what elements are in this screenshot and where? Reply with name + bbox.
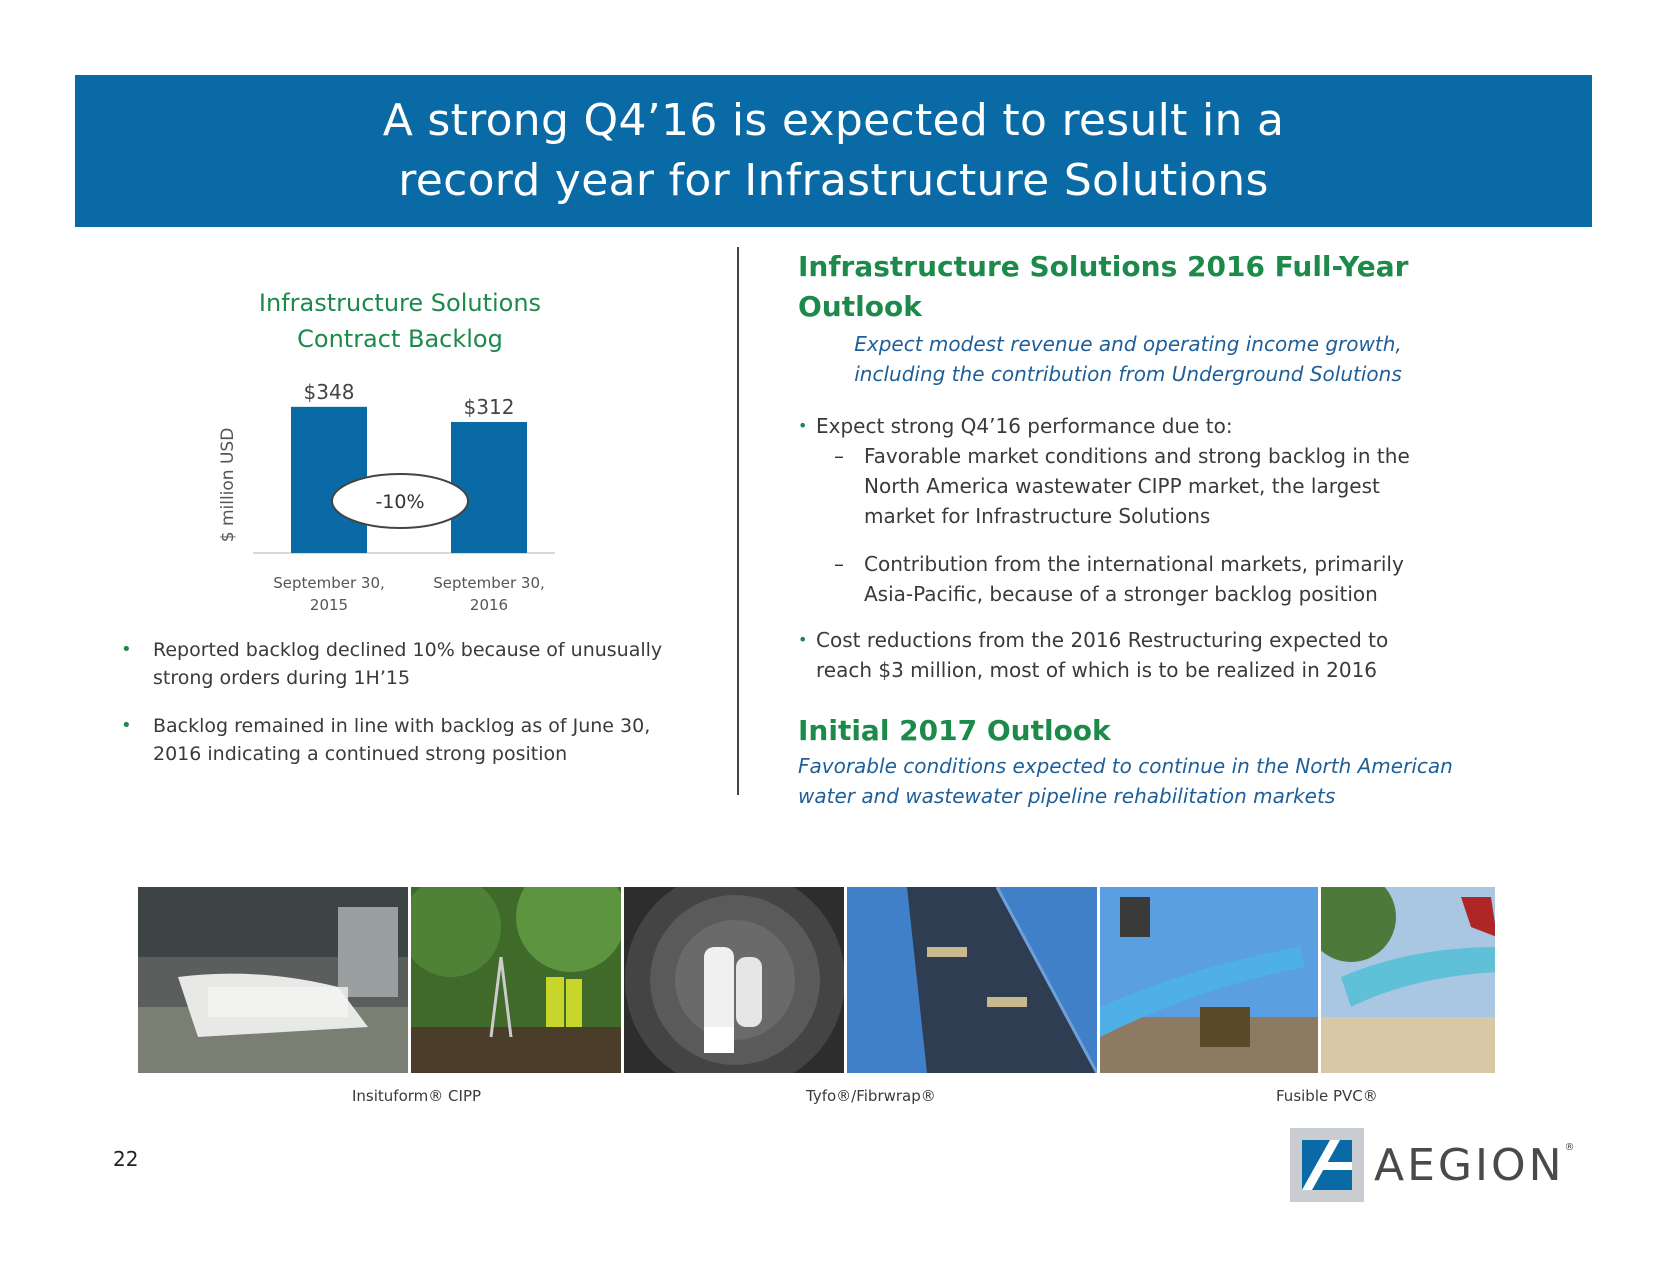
outlook-2017-line-2: water and wastewater pipeline rehabilitation markets bbox=[798, 784, 1336, 808]
bar-2 bbox=[451, 422, 527, 553]
caption-fusible-pvc: Fusible PVC® bbox=[1276, 1087, 1378, 1105]
x-tick-label: September 30, bbox=[433, 574, 545, 592]
list-item bbox=[798, 441, 1424, 531]
bullet-icon: • bbox=[798, 630, 808, 649]
bar-value-label: $348 bbox=[303, 380, 355, 404]
slide-title-line-1: A strong Q4’16 is expected to result in a bbox=[382, 95, 1285, 146]
bullet-icon: • bbox=[121, 639, 132, 660]
list-item bbox=[118, 712, 678, 768]
title-banner bbox=[75, 75, 1592, 227]
caption-insituform: Insituform® CIPP bbox=[352, 1087, 482, 1105]
page-number: 22 bbox=[113, 1147, 139, 1171]
backlog-bar-chart bbox=[195, 380, 575, 620]
bullet-text: Expect strong Q4’16 performance due to: bbox=[816, 414, 1233, 438]
outlook-bullets bbox=[798, 411, 1518, 685]
column-divider bbox=[737, 247, 739, 795]
outlook-2017-line-1: Favorable conditions expected to continue in the North American bbox=[798, 754, 1453, 778]
list-item bbox=[798, 625, 1396, 685]
product-photo-strip bbox=[138, 887, 1498, 1073]
list-item bbox=[798, 549, 1424, 609]
logo-registered-mark: ® bbox=[1564, 1142, 1575, 1153]
outlook-panel bbox=[798, 247, 1518, 811]
dash-icon: – bbox=[834, 552, 844, 576]
bar-value-label: $312 bbox=[463, 394, 515, 419]
x-tick-labels bbox=[273, 574, 545, 614]
dash-icon: – bbox=[834, 444, 844, 468]
bullet-text: Contribution from the international markets, primarily Asia-Pacific, because of a stronger backlog position bbox=[864, 552, 1404, 606]
bullet-text: Favorable market conditions and strong backlog in the North America wastewater CIPP market, the largest market for Infrastructure Solutions bbox=[864, 444, 1410, 528]
outlook-2017-heading: Initial 2017 Outlook bbox=[798, 714, 1111, 747]
photo-pipe-install bbox=[1100, 887, 1318, 1073]
outlook-subtitle-line-1: Expect modest revenue and operating income growth, bbox=[854, 332, 1402, 356]
list-item bbox=[118, 636, 678, 692]
photo-pvc-pipe bbox=[1321, 887, 1495, 1073]
bullet-icon: • bbox=[798, 416, 808, 435]
outlook-subtitle-line-2: including the contribution from Underground Solutions bbox=[854, 362, 1402, 386]
outlook-heading: Infrastructure Solutions 2016 Full-Year Outlook bbox=[798, 250, 1409, 323]
photo-pipe-interior bbox=[624, 887, 844, 1073]
x-tick-label: 2015 bbox=[309, 596, 349, 614]
outlook-subtitle bbox=[798, 329, 1458, 389]
bullet-text: Backlog remained in line with backlog as of June 30, 2016 indicating a continued strong position bbox=[153, 715, 651, 765]
bullet-text: Reported backlog declined 10% because of unusually strong orders during 1H’15 bbox=[153, 639, 663, 689]
logo-wordmark: AEGION bbox=[1374, 1139, 1565, 1191]
bullet-icon: • bbox=[121, 715, 132, 736]
backlog-notes bbox=[118, 636, 678, 788]
chart-title bbox=[215, 285, 585, 357]
aegion-logo-mark-icon bbox=[1290, 1128, 1364, 1202]
photo-tower-wrap bbox=[847, 887, 1097, 1073]
bullet-text: Cost reductions from the 2016 Restructuring expected to reach $3 million, most of which is to be realized in 2016 bbox=[816, 628, 1389, 682]
x-tick-label: September 30, bbox=[273, 574, 385, 592]
x-tick-label: 2016 bbox=[469, 596, 509, 614]
chart-title-line-1: Infrastructure Solutions bbox=[258, 289, 542, 317]
chart-title-line-2: Contract Backlog bbox=[297, 325, 503, 353]
aegion-logo bbox=[1290, 1128, 1575, 1202]
change-callout-label: -10% bbox=[375, 491, 425, 513]
list-item bbox=[798, 411, 1518, 441]
outlook-2017-subtitle bbox=[798, 751, 1518, 811]
caption-tyfo: Tyfo®/Fibrwrap® bbox=[806, 1087, 936, 1105]
y-axis-label: $ million USD bbox=[218, 427, 238, 543]
photo-field-survey bbox=[411, 887, 621, 1073]
photo-liner-warehouse bbox=[138, 887, 408, 1073]
slide-title-line-2: record year for Infrastructure Solutions bbox=[398, 155, 1269, 206]
